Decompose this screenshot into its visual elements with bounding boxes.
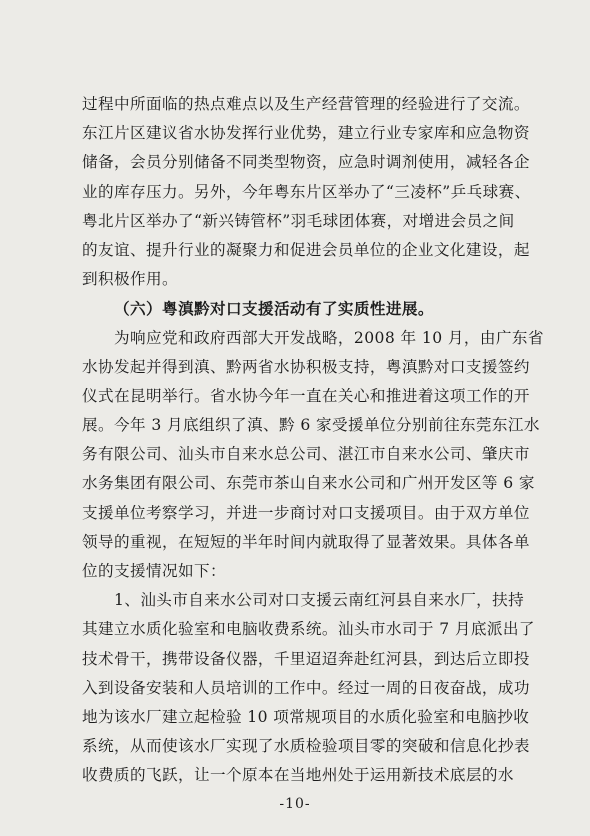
body-line: 支援单位考察学习，并进一步商讨对口支援项目。由于双方单位 xyxy=(82,503,530,522)
body-line: 水协发起并得到滇、黔两省水协积极支持，粤滇黔对口支援签约 xyxy=(82,357,530,376)
body-line: 展。今年 3 月底组织了滇、黔 6 家受援单位分别前往东莞东江水 xyxy=(82,416,540,435)
body-line: 其建立水质化验室和电脑收费系统。汕头市水司于 7 月底派出了 xyxy=(82,620,535,639)
body-line: 业的库存压力。另外，今年粤东片区举办了“三凌杯”乒乓球赛、 xyxy=(82,182,531,201)
page-number: -10- xyxy=(279,796,311,812)
body-line: 入到设备安装和人员培训的工作中。经过一周的日夜奋战，成功 xyxy=(82,678,530,697)
body-line: 仪式在昆明举行。省水协今年一直在关心和推进着这项工作的开 xyxy=(82,386,530,405)
body-line: 系统，从而使该水厂实现了水质检验项目零的突破和信息化抄表 xyxy=(82,737,530,756)
body-line: 到积极作用。 xyxy=(82,270,178,289)
page-body xyxy=(82,90,558,791)
body-line: 务有限公司、汕头市自来水总公司、湛江市自来水公司、肇庆市 xyxy=(82,445,530,464)
section-heading: （六）粤滇黔对口支援活动有了实质性进展。 xyxy=(114,299,434,319)
body-line: 领导的重视，在短短的半年时间内就取得了显著效果。具体各单 xyxy=(82,532,530,551)
body-line: 东江片区建议省水协发挥行业优势，建立行业专家库和应急物资 xyxy=(82,124,530,143)
body-line: 位的支援情况如下： xyxy=(82,562,226,580)
paragraph-first-line: 1、汕头市自来水公司对口支援云南红河县自来水厂，扶持 xyxy=(114,591,525,610)
body-line: 储备，会员分别储备不同类型物资，应急时调剂使用，减轻各企 xyxy=(82,153,530,172)
body-line: 地为该水厂建立起检验 10 项常规项目的水质化验室和电脑抄收 xyxy=(82,707,530,726)
paragraph-first-line: 为响应党和政府西部大开发战略，2008 年 10 月，由广东省 xyxy=(114,328,544,347)
body-line: 的友谊、提升行业的凝聚力和促进会员单位的企业文化建设，起 xyxy=(82,240,530,259)
body-line: 收费质的飞跃，让一个原本在当地州处于运用新技术底层的水 xyxy=(82,766,514,785)
body-line: 技术骨干，携带设备仪器，千里迢迢奔赴红河县，到达后立即投 xyxy=(82,649,530,668)
body-line: 粤北片区举办了“新兴铸管杯”羽毛球团体赛，对增进会员之间 xyxy=(82,211,515,230)
body-line: 水务集团有限公司、东莞市茶山自来水公司和广州开发区等 6 家 xyxy=(82,474,535,493)
body-line: 过程中所面临的热点难点以及生产经营管理的经验进行了交流。 xyxy=(82,95,530,113)
